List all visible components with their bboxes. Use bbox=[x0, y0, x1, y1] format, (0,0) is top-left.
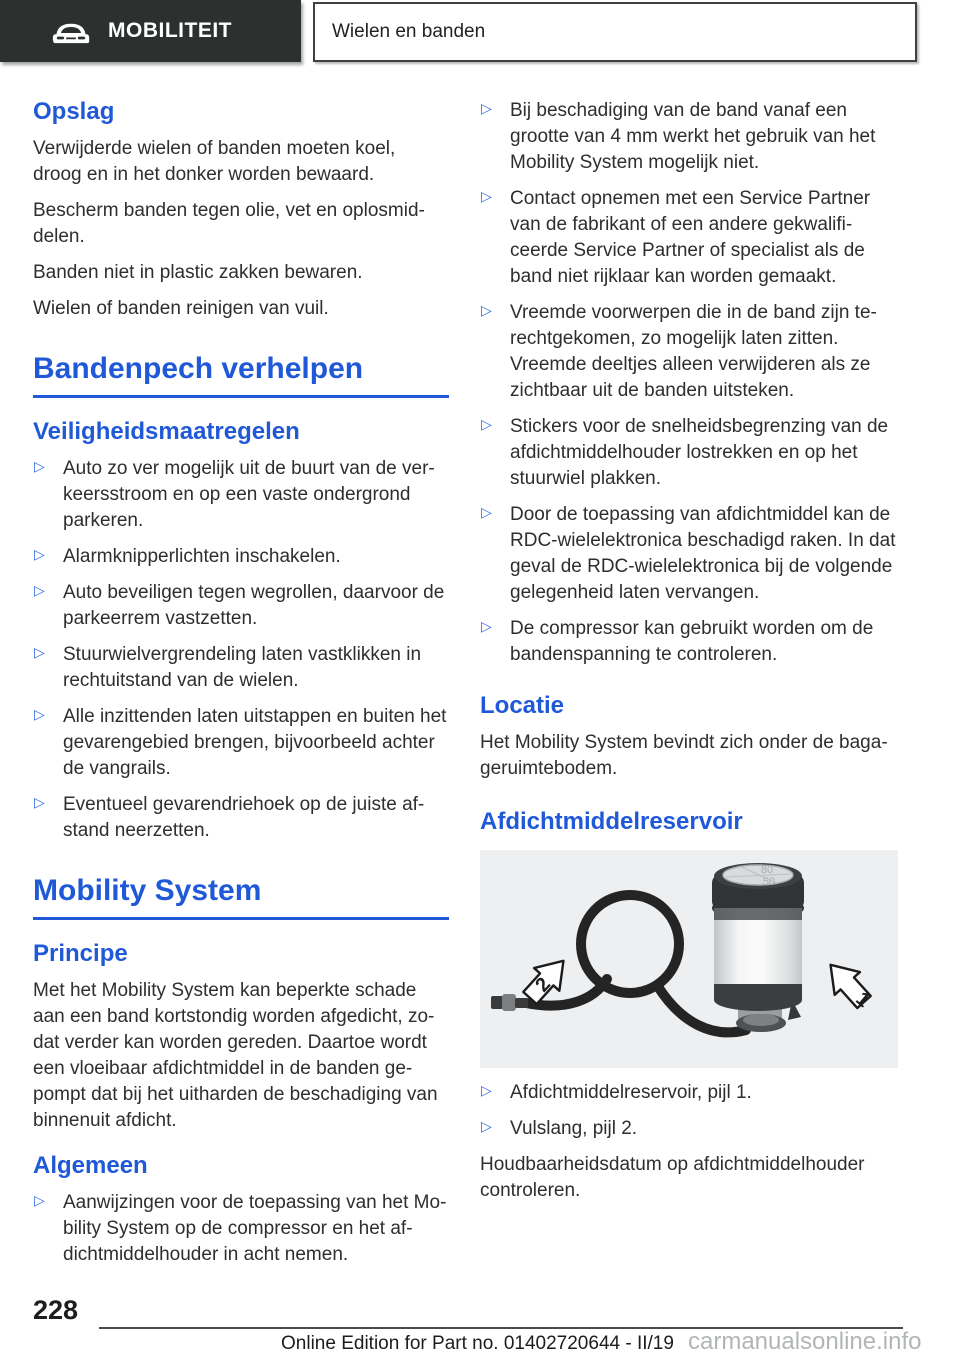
list-item bbox=[33, 580, 449, 632]
heading-principe: Principe bbox=[33, 940, 128, 967]
arrow-1-label: 1 bbox=[851, 987, 875, 1012]
paragraph: Banden niet in plastic zakken bewaren. bbox=[33, 262, 363, 283]
list-item-text: Alle inzittenden laten uitstappen en buiten het gevarengebied brengen, bijvoorbeeld achter de vangrails. bbox=[63, 706, 447, 779]
figure-background bbox=[480, 850, 898, 1068]
heading-mobility-system: Mobility System bbox=[33, 874, 449, 920]
list-item bbox=[33, 456, 449, 534]
list-item-text: Bij beschadiging van de band vanaf een grootte van 4 mm werkt het gebruik van het Mobility System mogelijk niet. bbox=[510, 100, 876, 173]
list-item-text: Auto beveiligen tegen wegrollen, daarvoor de parkeerrem vastzetten. bbox=[63, 582, 445, 629]
sealant-reservoir bbox=[712, 863, 804, 1032]
list-item bbox=[480, 98, 898, 176]
bullet-triangle-icon: ▷ bbox=[34, 547, 45, 563]
bullet-triangle-icon: ▷ bbox=[481, 189, 492, 205]
bullet-triangle-icon: ▷ bbox=[481, 1083, 492, 1099]
list-item bbox=[480, 414, 898, 492]
bullet-triangle-icon: ▷ bbox=[34, 795, 45, 811]
list-item-text: De compressor kan gebruikt worden om de bandenspanning te controleren. bbox=[510, 618, 874, 665]
list-item-text: Aanwijzingen voor de toepassing van het Mo-bility System op de compressor en het af-dichtmiddelhouder in acht nemen. bbox=[63, 1192, 447, 1265]
safety-bullet-list bbox=[33, 456, 449, 844]
bullet-triangle-icon: ▷ bbox=[481, 101, 492, 117]
edition-note: Online Edition for Part no. 01402720644 - II/19 bbox=[281, 1333, 674, 1354]
list-item bbox=[33, 642, 449, 694]
heading-veiligheidsmaatregelen: Veiligheidsmaatregelen bbox=[33, 418, 300, 445]
list-item bbox=[33, 792, 449, 844]
left-column bbox=[33, 98, 449, 1278]
sealant-reservoir-figure bbox=[480, 850, 898, 1068]
list-item bbox=[480, 1116, 898, 1142]
list-item bbox=[480, 300, 898, 404]
bullet-triangle-icon: ▷ bbox=[481, 417, 492, 433]
algemeen-bullet-list bbox=[33, 1190, 449, 1268]
list-item-text: Alarmknipperlichten inschakelen. bbox=[63, 546, 341, 567]
paragraph: Bescherm banden tegen olie, vet en oplosmid-delen. bbox=[33, 200, 425, 247]
section-label: MOBILITEIT bbox=[108, 19, 232, 42]
list-item-text: Vreemde voorwerpen die in de band zijn te-rechtgekomen, zo mogelijk laten zitten. Vreemde deeltjes alleen verwijderen als ze zichtbaar uit de banden uitsteken. bbox=[510, 302, 877, 401]
list-item-text: Stickers voor de snelheidsbegrenzing van de afdichtmiddelhouder lostrekken en op het stuurwiel plakken. bbox=[510, 416, 889, 489]
bullet-triangle-icon: ▷ bbox=[34, 645, 45, 661]
paragraph: Verwijderde wielen of banden moeten koel, droog en in het donker worden bewaard. bbox=[33, 138, 396, 185]
paragraph: Wielen of banden reinigen van vuil. bbox=[33, 298, 329, 319]
bullet-triangle-icon: ▷ bbox=[34, 459, 45, 475]
section-tab bbox=[0, 0, 301, 62]
list-item-text: Vulslang, pijl 2. bbox=[510, 1118, 638, 1139]
paragraph: Met het Mobility System kan beperkte schade aan een band kortstondig worden afgedicht, zo-dat verder kan worden gereden. Daartoe wordt een vloeibaar afdichtmiddel in de banden ge-pompt dat bij het uitharden de beschadiging van binnenuit afdicht. bbox=[33, 980, 438, 1131]
paragraph: Houdbaarheidsdatum op afdichtmiddelhouder controleren. bbox=[480, 1154, 865, 1201]
continued-bullet-list bbox=[480, 98, 898, 668]
bullet-triangle-icon: ▷ bbox=[481, 1119, 492, 1135]
list-item-text: Door de toepassing van afdichtmiddel kan de RDC-wielelektronica beschadigd raken. In dat geval de RDC-wielelektronica bij de volgende gelegenheid laten vervangen. bbox=[510, 504, 896, 603]
list-item bbox=[480, 1080, 898, 1106]
cap-number-top: 80 bbox=[760, 864, 774, 876]
heading-bandenpech-verhelpen: Bandenpech verhelpen bbox=[33, 352, 449, 398]
bullet-triangle-icon: ▷ bbox=[481, 505, 492, 521]
watermark: carmanualsonline.info bbox=[688, 1328, 922, 1355]
heading-afdichtmiddelreservoir: Afdichtmiddelreservoir bbox=[480, 808, 743, 835]
heading-locatie: Locatie bbox=[480, 692, 565, 719]
arrow-2-label: 2 bbox=[531, 973, 556, 997]
bullet-triangle-icon: ▷ bbox=[34, 583, 45, 599]
list-item bbox=[480, 502, 898, 606]
bullet-triangle-icon: ▷ bbox=[481, 619, 492, 635]
right-column bbox=[480, 98, 898, 1214]
list-item bbox=[33, 1190, 449, 1268]
figure-caption-list bbox=[480, 1080, 898, 1142]
bullet-triangle-icon: ▷ bbox=[34, 1193, 45, 1209]
list-item-text: Stuurwielvergrendeling laten vastklikken in rechtuitstand van de wielen. bbox=[63, 644, 422, 691]
list-item bbox=[480, 616, 898, 668]
bullet-triangle-icon: ▷ bbox=[34, 707, 45, 723]
list-item bbox=[33, 704, 449, 782]
heading-algemeen: Algemeen bbox=[33, 1152, 148, 1179]
bullet-triangle-icon: ▷ bbox=[481, 303, 492, 319]
car-front-icon bbox=[50, 16, 92, 46]
list-item bbox=[480, 186, 898, 290]
list-item bbox=[33, 544, 449, 570]
list-item-text: Auto zo ver mogelijk uit de buurt van de ver-keersstroom en op een vaste ondergrond parkeren. bbox=[63, 458, 435, 531]
heading-opslag: Opslag bbox=[33, 98, 115, 125]
list-item-text: Contact opnemen met een Service Partner van de fabrikant of een andere gekwalifi-ceerde Service Partner of specialist als de band niet rijklaar kan worden gemaakt. bbox=[510, 188, 871, 287]
page-number: 228 bbox=[33, 1295, 79, 1325]
chapter-title-box bbox=[313, 2, 917, 62]
paragraph: Het Mobility System bevindt zich onder de baga-geruimtebodem. bbox=[480, 732, 888, 779]
cap-number-bottom: 50 bbox=[762, 876, 776, 888]
list-item-text: Eventueel gevarendriehoek op de juiste af-stand neerzetten. bbox=[63, 794, 425, 841]
chapter-title: Wielen en banden bbox=[332, 21, 486, 42]
list-item-text: Afdichtmiddelreservoir, pijl 1. bbox=[510, 1082, 752, 1103]
